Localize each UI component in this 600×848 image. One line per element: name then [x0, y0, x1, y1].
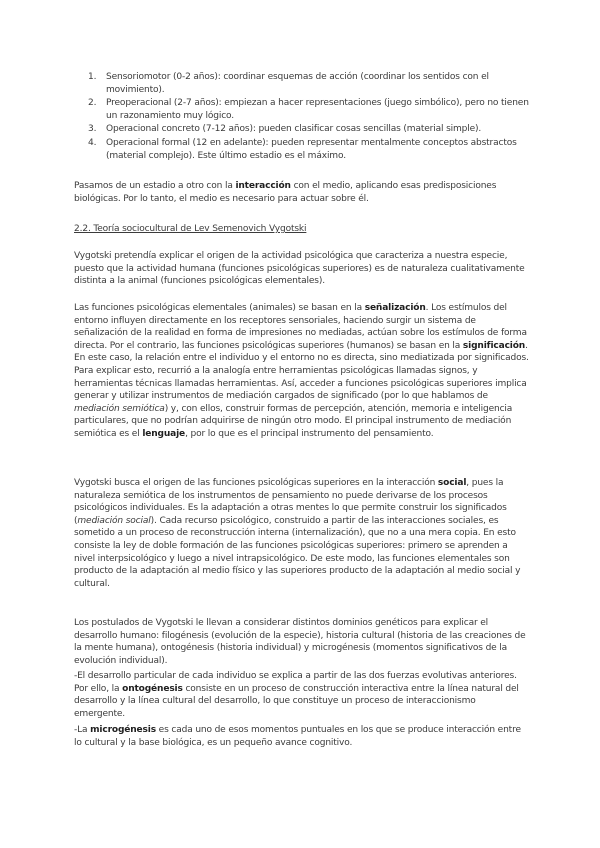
- list-item-text: Operacional formal (12 en adelante): pueden representar mentalmente conceptos abstractos (material complejo). Este último estadio es el máximo.: [106, 137, 517, 161]
- stages-list: [70, 71, 530, 163]
- list-item-text: Sensoriomotor (0-2 años): coordinar esquemas de acción (coordinar los sentidos con el movimiento).: [106, 72, 489, 95]
- section-heading: 2.2. Teoría sociocultural de Lev Semenovich Vygotski: [74, 224, 307, 234]
- bold-term: microgénesis: [90, 725, 156, 735]
- list-number: 4.: [88, 137, 97, 148]
- paragraph-social: Vygotski busca el origen de las funciones psicológicas superiores en la interacción social, pues la naturaleza semiótica de los instrumentos de pensamiento no puede derivarse de los procesos psicológicos individuales. Es la adaptación a otras mentes lo que permite construir los significados (mediación social). Cada recurso psicológico, construido a partir de las interacciones sociales, es sometido a un proceso de reconstrucción interna (internalización), que no a una mera copia. En esto consiste la ley de doble formación de las funciones psicológicas superiores: primero se aprenden a nivel interpsicológico y luego a nivel intrapsicológico. De este modo, las funciones elementales son producto de la adaptación al medio físico y las superiores producto de la adaptación al medio social y cultural.: [74, 478, 521, 589]
- paragraph-postulados: Los postulados de Vygotski le llevan a considerar distintos dominios genéticos para explicar el desarrollo humano: filogénesis (evolución de la especie), historia cultural (historia de las creaciones de la mente humana), ontogénesis (historia individual) y microgénesis (momentos significativos de la evolución individual).: [74, 618, 526, 666]
- italic-term: mediación semiótica: [74, 403, 165, 414]
- list-number: 1.: [88, 72, 97, 82]
- list-item-text: Preoperacional (2-7 años): empiezan a hacer representaciones (juego simbólico), pero no tienen un razonamiento muy lógico.: [106, 98, 529, 121]
- italic-term: mediación social: [77, 515, 151, 526]
- list-item: [70, 97, 530, 122]
- list-item: [70, 137, 530, 162]
- list-item: [70, 71, 530, 96]
- paragraph-microgenesis: -La microgénesis es cada uno de esos momentos puntuales en los que se produce interacción entre lo cultural y la base biológica, es un pequeño avance cognitivo.: [74, 725, 521, 748]
- list-number: 3.: [88, 124, 97, 135]
- bold-term: lenguaje: [142, 428, 186, 439]
- bold-term: social: [437, 478, 467, 488]
- list-item-text: Operacional concreto (7-12 años): pueden clasificar cosas sencillas (material simple).: [106, 124, 482, 135]
- paragraph-interaccion: Pasamos de un estadio a otro con la interacción con el medio, aplicando esas predisposiciones biológicas. Por lo tanto, el medio es necesario para actuar sobre él.: [74, 181, 497, 204]
- paragraph-funciones: Las funciones psicológicas elementales (animales) se basan en la señalización. Los estímulos del entorno influyen directamente en los receptores sensoriales, haciendo surgir un sistema de señalización de la realidad en forma de impresiones no mediadas, actúan sobre los estímulos de forma directa. Por el contrario, las funciones psicológicas superiores (humanos) se basan en la significación. En este caso, la relación entre el individuo y el entorno no es directa, sino mediatizada por significados. Para explicar esto, recurrió a la analogía entre herramientas psicológicas llamadas signos, y herramientas técnicas llamadas herramientas. Así, acceder a funciones psicológicas superiores implica generar y utilizar instrumentos de mediación cargados de significado (por lo que hablamos de mediación semiótica) y, con ellos, construir formas de percepción, atención, memoria e inteligencia particulares, que no podrían adquirirse de ningún otro modo. El principal instrumento de mediación semiótica es el lenguaje, por lo que es el principal instrumento del pensamiento.: [74, 303, 529, 439]
- bold-term: significación: [462, 340, 526, 351]
- bold-term: señalización: [364, 303, 426, 313]
- paragraph-ontogenesis: -El desarrollo particular de cada individuo se explica a partir de las dos fuerzas evolutivas anteriores. Por ello, la ontogénesis consiste en un proceso de construcción interactiva entre la línea natural del desarrollo y la línea cultural del desarrollo, lo que constituye un proceso de interaccionismo emergente.: [74, 671, 519, 719]
- paragraph-vygotski-intro: Vygotski pretendía explicar el origen de la actividad psicológica que caracteriza a nuestra especie, puesto que la actividad humana (funciones psicológicas superiores) es de naturaleza cualitativamente distinta a la animal (funciones psicológicas elementales).: [74, 251, 525, 287]
- bold-term: interacción: [235, 181, 291, 191]
- bold-term: ontogénesis: [122, 683, 183, 694]
- list-item: [70, 123, 530, 136]
- list-number: 2.: [88, 98, 97, 109]
